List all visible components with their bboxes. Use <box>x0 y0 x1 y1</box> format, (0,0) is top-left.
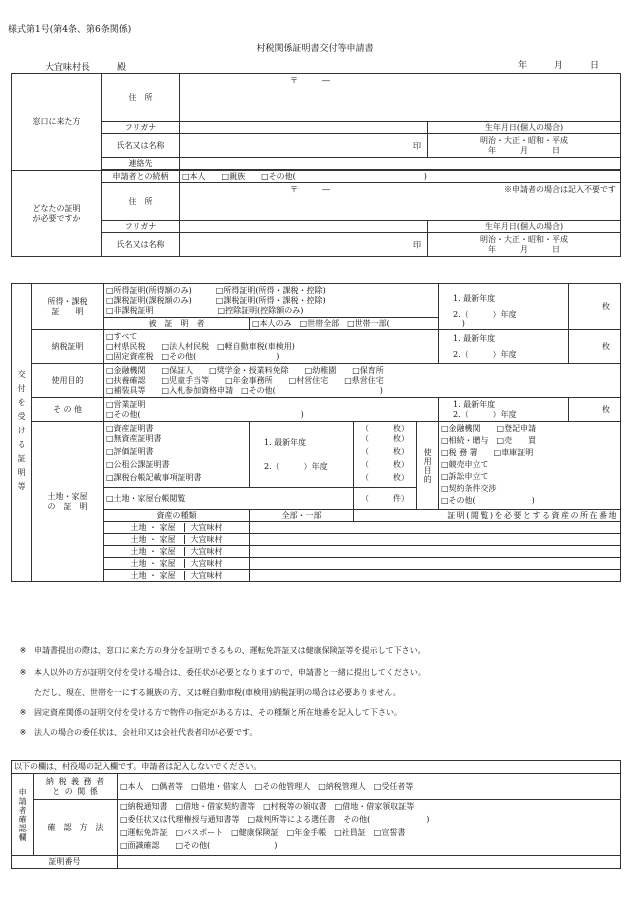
land-purpose-option[interactable]: □契約条件交渉 <box>441 484 497 493</box>
land-count[interactable]: （ 枚） <box>361 473 409 482</box>
asset-location-field[interactable] <box>250 534 621 546</box>
asset-kind[interactable]: 土地 ・ 家屋 <box>130 570 176 580</box>
land-item[interactable]: □資産証明書 <box>106 424 154 433</box>
subject-note: ※申請者の場合は記入不要です <box>504 185 616 194</box>
land-purpose-option[interactable]: □相続・贈与 □売 買 <box>441 436 537 445</box>
applicant-contact-label: 連絡先 <box>102 158 180 170</box>
income-year-latest[interactable]: 1. 最新年度 <box>453 293 496 303</box>
other-options-1[interactable]: □営業証明 <box>106 399 146 409</box>
era-options: 明治・大正・昭和・平成 <box>480 135 568 145</box>
other-options-2[interactable]: □その他( ) <box>106 409 304 419</box>
purpose-options-2[interactable]: □扶養確認 □児童手当等 □年金事務所 □村営住宅 □県営住宅 <box>106 375 384 385</box>
note-text: 固定資産関係の証明交付を受ける方で物件の指定がある方は、その種類と所在地番を記入して下さい。 <box>34 708 402 717</box>
applicant-table <box>11 73 621 257</box>
cert-no-field[interactable] <box>118 856 621 869</box>
certified-person-label: 被 証 明 者 <box>104 318 250 330</box>
office-use-table <box>11 760 621 869</box>
certificate-side-label: 交付を受ける証明等 <box>12 284 32 582</box>
other-unit: 枚 <box>569 398 621 422</box>
method-options[interactable]: □委任状又は代理権授与通知書等 □裁判所等による選任書 その他( ) <box>120 814 430 824</box>
subject-group-label: どなたの証明が必要ですか <box>12 171 102 257</box>
applicant-furigana-field[interactable] <box>180 122 428 134</box>
land-item[interactable]: □公租公課証明書 <box>106 460 170 469</box>
land-count[interactable]: （ 枚） <box>361 447 409 456</box>
certificate-table <box>11 283 621 582</box>
applicant-address-label: 住 所 <box>102 74 180 122</box>
land-year-latest[interactable]: 1. 最新年度 <box>264 437 307 447</box>
note-text: 本人以外の方が証明交付を受ける場合は、委任状が必要となりますので、申請書と一緒に提出してください。 <box>34 668 426 677</box>
postal-mark: 〒 ― <box>290 185 330 194</box>
land-purpose-option[interactable]: □その他( ) <box>441 496 535 505</box>
note-text: ただし、現在、世帯を一にする親族の方、又は軽自動車税(車検用)納税証明の場合は必要ありません。 <box>34 688 401 697</box>
subject-furigana-field[interactable] <box>180 221 428 233</box>
land-count[interactable]: （ 枚） <box>361 460 409 469</box>
asset-location-field[interactable] <box>250 522 621 534</box>
note-mark: ※ <box>19 708 27 717</box>
asset-type-header: 資産の種類 <box>104 510 250 522</box>
method-label: 確 認 方 法 <box>34 800 118 856</box>
asset-village: 大宜味村 <box>184 559 223 568</box>
confirm-side-label: 申請者確認欄 <box>12 774 34 856</box>
note-line <box>12 725 426 741</box>
land-purpose-option[interactable]: □競売申立て <box>441 460 489 469</box>
ymd: 年 月 日 <box>488 244 560 254</box>
income-year-specified[interactable]: 2.（ ）年度 <box>453 309 517 319</box>
method-options[interactable]: □納税通知書 □借地・借家契約書等 □村税等の領収書 □借地・借家領収証等 <box>120 801 415 811</box>
subject-name-field[interactable] <box>180 233 428 257</box>
subject-furigana-label: フリガナ <box>102 221 180 233</box>
other-label: そ の 他 <box>32 398 104 422</box>
asset-village: 大宜味村 <box>184 571 223 580</box>
method-options[interactable]: □運転免許証 □パスポート □健康保険証 □年金手帳 □社員証 □宣誓書 <box>120 827 406 837</box>
purpose-label: 使用目的 <box>32 364 104 398</box>
income-options-3[interactable]: □非課税証明 □控除証明(控除額のみ) <box>106 305 304 315</box>
applicant-name-label: 氏名又は名称 <box>102 134 180 158</box>
postal-mark: 〒 ― <box>290 76 330 85</box>
asset-row <box>12 522 621 534</box>
seal-mark: 印 <box>413 140 421 150</box>
era-options: 明治・大正・昭和・平成 <box>480 234 568 244</box>
applicant-birth-field[interactable] <box>428 134 621 158</box>
tax-options-2[interactable]: □村県民税 □法人村民税 □軽自動車税(車検用) <box>106 341 295 351</box>
note-mark: ※ <box>19 728 27 737</box>
method-options[interactable]: □面識確認 □その他( ) <box>120 840 278 850</box>
asset-kind[interactable]: 土地 ・ 家屋 <box>130 546 176 556</box>
certified-person-options[interactable]: □本人のみ □世帯全部 □世帯一部( ) <box>250 318 439 330</box>
relation-options[interactable]: □本人 □偶者等 □借地・借家人 □その他管理人 □納税管理人 □受任者等 <box>118 774 621 800</box>
land-count[interactable]: （ 枚） <box>361 434 409 443</box>
note-line <box>12 705 426 721</box>
other-year-latest[interactable]: 1. 最新年度 <box>453 399 496 409</box>
asset-row <box>12 534 621 546</box>
office-header: 以下の欄は、村役場の記入欄です。申請者は記入しないでください。 <box>12 761 621 774</box>
asset-village: 大宜味村 <box>184 535 223 544</box>
land-purpose-label: 使用目的 <box>417 422 439 510</box>
purpose-options-1[interactable]: □金融機関 □保証人 □奨学金・授業料免除 □幼稚園 □保育所 <box>106 365 384 375</box>
applicant-birth-label: 生年月日(個人の場合) <box>428 122 621 134</box>
tax-unit: 枚 <box>569 330 621 364</box>
note-mark: ※ <box>19 668 27 677</box>
form-number: 様式第1号(第4条、第6条関係) <box>8 25 132 35</box>
subject-address-label: 住 所 <box>102 183 180 221</box>
tax-year-latest[interactable]: 1. 最新年度 <box>453 333 496 343</box>
tax-label: 納税証明 <box>32 330 104 364</box>
all-part-header: 全部・一部 <box>250 510 354 522</box>
income-options-1[interactable]: □所得証明(所得額のみ) □所得証明(所得・課税・控除) <box>106 285 326 295</box>
income-unit: 枚 <box>569 284 621 330</box>
relation-label: 申請者との続柄 <box>102 171 180 183</box>
ymd: 年 月 日 <box>488 145 560 155</box>
land-item[interactable]: □課税台帳記載事項証明書 <box>106 473 202 482</box>
relation-label: 納 税 義 務 者 と の 関 係 <box>34 774 118 800</box>
asset-row <box>12 558 621 570</box>
subject-birth-label: 生年月日(個人の場合) <box>428 221 621 233</box>
land-label: 土地・家屋 の 証 明 <box>32 422 104 582</box>
note-line <box>12 665 426 681</box>
applicant-furigana-label: フリガナ <box>102 122 180 134</box>
asset-kind[interactable]: 土地 ・ 家屋 <box>130 522 176 532</box>
land-item[interactable]: □評価証明書 <box>106 447 154 456</box>
land-purpose-option[interactable]: □税 務 署 □車庫証明 <box>441 448 534 457</box>
land-count[interactable]: （ 枚） <box>361 424 409 433</box>
land-item[interactable]: □無資産証明書 <box>106 434 162 443</box>
cert-no-label: 証明番号 <box>12 856 118 869</box>
note-line <box>12 685 426 701</box>
location-header: 証明(閲覧)を必要とする資産の所在番地 <box>354 510 621 522</box>
other-year-specified[interactable]: 2.（ ）年度 <box>453 409 517 419</box>
subject-address-field[interactable] <box>180 183 621 221</box>
tax-options-3[interactable]: □固定資産税 □その他( ) <box>106 351 280 361</box>
tax-year-specified[interactable]: 2.（ ）年度 <box>453 349 517 359</box>
income-label: 所得・課税 証 明 <box>32 284 104 330</box>
subject-birth-field[interactable] <box>428 233 621 257</box>
land-purpose-option[interactable]: □訴訟申立て <box>441 472 489 481</box>
purpose-options-3[interactable]: □補装具等 □入札参加資格申請 □その他( ) <box>106 385 383 395</box>
asset-village: 大宜味村 <box>184 523 223 532</box>
asset-village: 大宜味村 <box>184 547 223 556</box>
asset-location-field[interactable] <box>250 558 621 570</box>
applicant-group-label: 窓口に来た方 <box>12 74 102 171</box>
note-mark: ※ <box>19 646 27 655</box>
land-year-specified[interactable]: 2.（ ）年度 <box>264 461 328 471</box>
income-options-2[interactable]: □課税証明(課税額のみ) □課税証明(所得・課税・控除) <box>106 295 326 305</box>
applicant-name-field[interactable] <box>180 134 428 158</box>
land-browse-count[interactable]: （ 件） <box>354 488 417 510</box>
asset-row <box>12 546 621 558</box>
asset-location-field[interactable] <box>250 570 621 582</box>
seal-mark: 印 <box>413 239 421 249</box>
note-text: 申請書提出の際は、窓口に来た方の身分を証明できるもの、運転免許証又は健康保険証等を提示して下さい。 <box>34 646 426 655</box>
asset-row <box>12 570 621 582</box>
subject-name-label: 氏名又は名称 <box>102 233 180 257</box>
addressee: 大宜味村長 殿 <box>45 63 127 73</box>
form-title: 村税関係証明書交付等申請書 <box>256 44 374 54</box>
applicant-address-field[interactable] <box>180 74 621 122</box>
note-text: 法人の場合の委任状は、会社印又は会社代表者印が必要です。 <box>34 728 258 737</box>
date-field[interactable]: 年 月 日 <box>518 61 600 71</box>
note-line <box>12 643 426 659</box>
tax-options-1[interactable]: □すべて <box>106 331 138 341</box>
relation-options[interactable]: □本人 □親族 □その他( ) <box>180 171 621 183</box>
notes-section <box>12 643 426 741</box>
asset-location-field[interactable] <box>250 546 621 558</box>
applicant-contact-field[interactable] <box>180 158 621 170</box>
land-purpose-option[interactable]: □金融機関 □登記申請 <box>441 424 537 433</box>
asset-kind[interactable]: 土地 ・ 家屋 <box>130 558 176 568</box>
land-browse-option[interactable]: □土地・家屋台帳閲覧 <box>104 488 354 510</box>
asset-kind[interactable]: 土地 ・ 家屋 <box>130 534 176 544</box>
